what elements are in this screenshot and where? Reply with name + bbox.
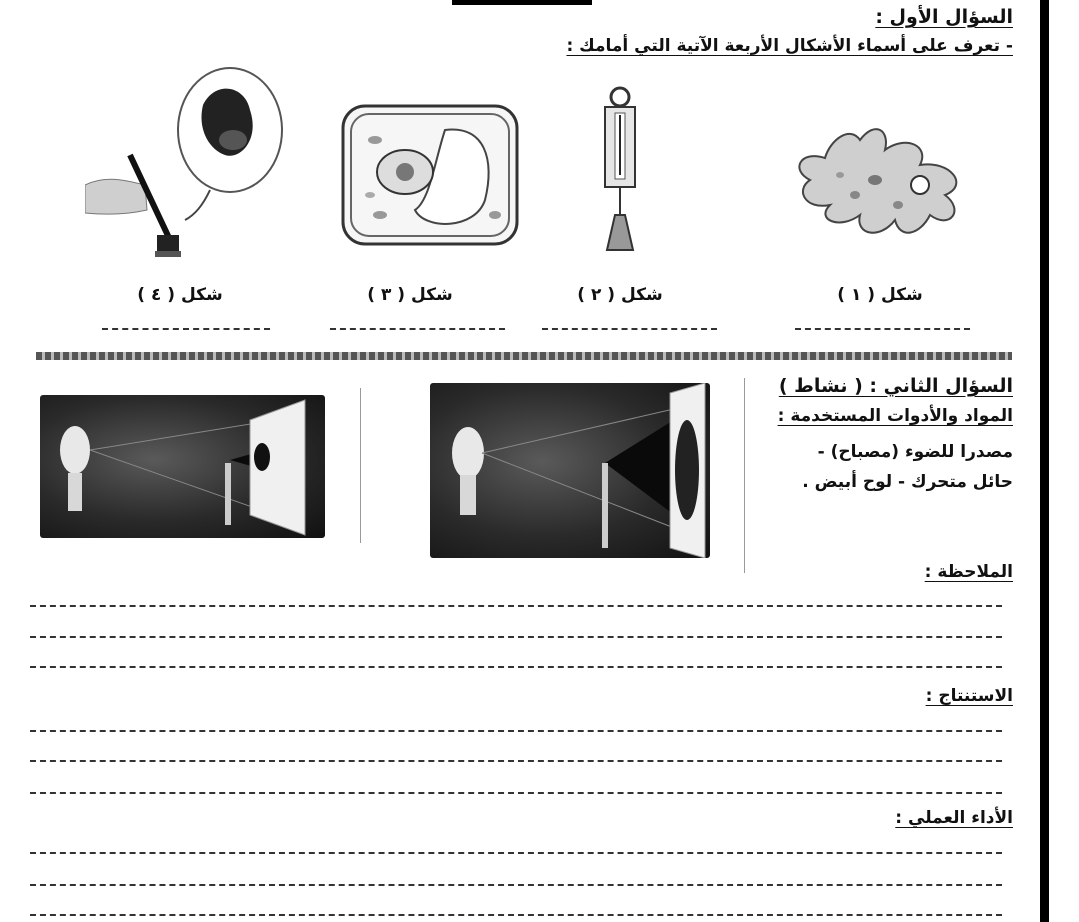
materials-title: المواد والأدوات المستخدمة : <box>777 406 1013 426</box>
section-separator <box>36 352 1012 360</box>
page-border-right <box>1040 0 1049 922</box>
practical-line-2[interactable] <box>30 884 1002 886</box>
shadow-experiment-image-large <box>430 383 710 558</box>
practical-line-3[interactable] <box>30 914 1002 916</box>
figure-3-label: شكل ( ٣ ) <box>367 285 453 305</box>
amoeba-icon <box>780 110 980 250</box>
conclusion-line-1[interactable] <box>30 730 1002 732</box>
conclusion-line-2[interactable] <box>30 760 1002 762</box>
materials-line-2: حائل متحرك - لوح أبيض . <box>802 472 1013 492</box>
question-2-title: السؤال الثاني : ( نشاط ) <box>778 375 1013 397</box>
figure-1-answer-line[interactable] <box>795 328 970 330</box>
practical-line-1[interactable] <box>30 852 1002 854</box>
figure-4-label: شكل ( ٤ ) <box>137 285 223 305</box>
observation-line-1[interactable] <box>30 605 1002 607</box>
observation-line-2[interactable] <box>30 636 1002 638</box>
figure-1-label: شكل ( ١ ) <box>837 285 923 305</box>
plant-cell-icon <box>335 100 525 250</box>
practical-title: الأداء العملي : <box>895 808 1013 828</box>
figure-4-answer-line[interactable] <box>102 328 270 330</box>
figure-3-answer-line[interactable] <box>330 328 505 330</box>
observation-line-3[interactable] <box>30 666 1002 668</box>
top-header-tab <box>452 0 592 5</box>
conclusion-line-3[interactable] <box>30 792 1002 794</box>
conclusion-title: الاستنتاج : <box>925 686 1013 706</box>
question-1-instruction: - تعرف على أسماء الأشكال الأربعة الآتية التي أمامك : <box>566 36 1013 56</box>
shadow-experiment-image-small <box>40 395 325 538</box>
image-divider-line <box>744 378 745 573</box>
image-divider-line-2 <box>360 388 361 543</box>
question-1-title: السؤال الأول : <box>875 6 1013 28</box>
observation-title: الملاحظة : <box>924 562 1013 582</box>
figure-2-answer-line[interactable] <box>542 328 717 330</box>
spring-balance-icon <box>585 85 655 255</box>
hand-lens-ink-icon <box>85 65 285 270</box>
materials-line-1: مصدرا للضوء (مصباح) - <box>817 442 1013 462</box>
figure-2-label: شكل ( ٢ ) <box>577 285 663 305</box>
